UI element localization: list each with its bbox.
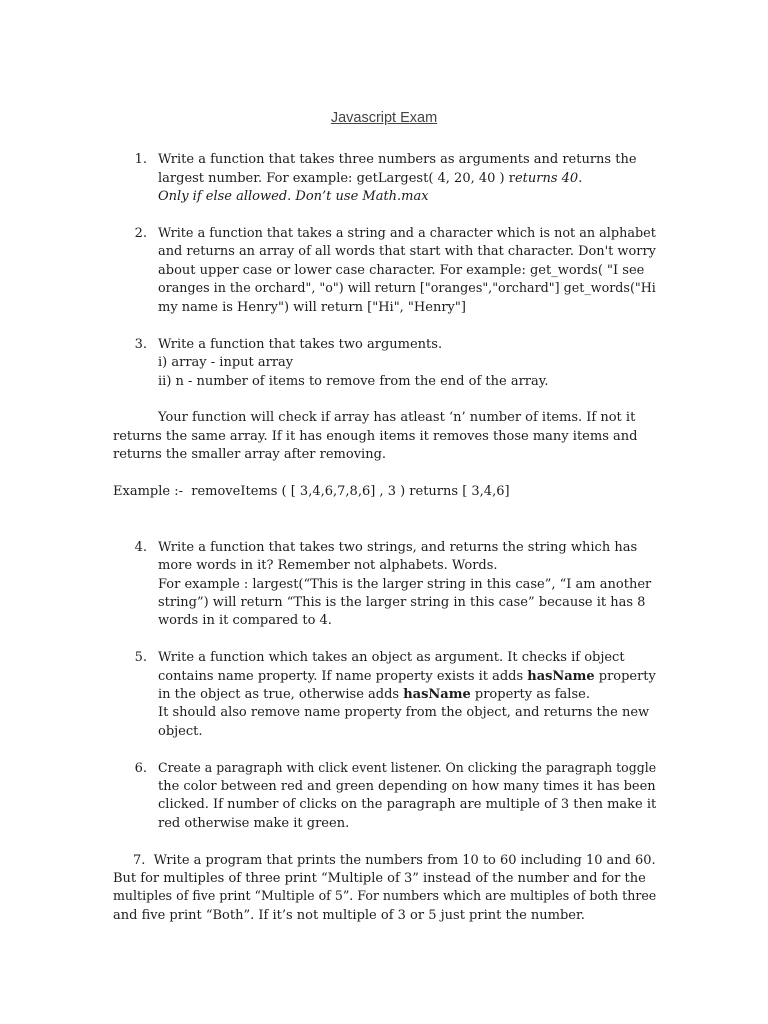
question-7-line-3: multiples of five print “Multiple of 5”. For numbers which are multiples of both three	[113, 889, 657, 904]
question-2-line-2: and returns an array of all words that start with that character. Don't worry	[158, 244, 656, 259]
question-5-line-2-text: contains name property. If name property exists it adds	[158, 669, 528, 684]
question-3-line-1: Write a function that takes two arguments.	[158, 337, 443, 352]
question-3-line-2: i) array - input array	[158, 355, 294, 370]
question-5-number: 5.	[134, 650, 147, 665]
question-2-number: 2.	[134, 226, 147, 241]
question-5-line-3-bold: hasName	[403, 687, 471, 702]
question-4-line-5: words in it compared to 4.	[158, 613, 332, 628]
question-1-line-2-text: largest number. For example: getLargest( 4, 20, 40 ) r	[158, 171, 515, 186]
question-3-paragraph-line-1: Your function will check if array has atleast ‘n’ number of items. If not it	[158, 410, 636, 425]
question-6-line-1: Create a paragraph with click event listener. On clicking the paragraph toggle	[158, 761, 657, 776]
question-7-line-4: and five print “Both”. If it’s not multiple of 3 or 5 just print the number.	[113, 908, 585, 923]
question-5-line-3-tail: property as false.	[470, 687, 590, 702]
question-2-line-3: about upper case or lower case character. For example: get_words( "I see	[158, 263, 645, 278]
question-1-line-1: Write a function that takes three numbers as arguments and returns the	[158, 152, 637, 167]
page-title: Javascript Exam	[330, 110, 438, 126]
question-1-line-2	[158, 170, 582, 188]
question-6-line-2: the color between red and green depending on how many times it has been	[158, 779, 656, 794]
question-1-number: 1.	[134, 152, 147, 167]
question-6-number: 6.	[134, 761, 147, 776]
question-1-line-3: Only if else allowed. Don’t use Math.max	[158, 189, 429, 204]
question-7-line-2: But for multiples of three print “Multiple of 3” instead of the number and for the	[113, 871, 646, 886]
question-6-line-4: red otherwise make it green.	[158, 816, 350, 831]
question-2-line-5: my name is Henry") will return ["Hi", "Henry"]	[158, 300, 466, 315]
question-5-line-1: Write a function which takes an object as argument. It checks if object	[158, 650, 625, 665]
question-2-line-1: Write a function that takes a string and a character which is not an alphabet	[158, 226, 656, 241]
question-2-line-4: oranges in the orchard", "o") will return ["oranges","orchard"] get_words("Hi	[158, 281, 656, 296]
question-3-line-3: ii) n - number of items to remove from the end of the array.	[158, 374, 549, 389]
question-4-line-3: For example : largest(“This is the larger string in this case”, “I am another	[158, 577, 652, 592]
question-3-number: 3.	[134, 337, 147, 352]
question-4-line-2: more words in it? Remember not alphabets. Words.	[158, 558, 498, 573]
question-6-line-3: clicked. If number of clicks on the paragraph are multiple of 3 then make it	[158, 797, 657, 812]
question-5-line-4: It should also remove name property from the object, and returns the new	[158, 705, 650, 720]
question-3-paragraph-line-2: returns the same array. If it has enough items it removes those many items and	[113, 429, 638, 444]
question-7-line-1: 7. Write a program that prints the numbers from 10 to 60 including 10 and 60.	[133, 853, 656, 868]
question-4-line-1: Write a function that takes two strings, and returns the string which has	[158, 540, 638, 555]
question-5-line-5: object.	[158, 724, 203, 739]
question-5-line-3-text: in the object as true, otherwise adds	[158, 687, 404, 702]
question-5-line-2-bold: hasName	[527, 669, 595, 684]
question-3-example: Example :- removeItems ( [ 3,4,6,7,8,6] , 3 ) returns [ 3,4,6]	[113, 484, 510, 499]
question-5-line-2	[158, 668, 656, 686]
question-5-line-2-tail: property	[594, 669, 656, 684]
question-4-number: 4.	[134, 540, 147, 555]
question-4-line-4: string”) will return “This is the larger string in this case” because it has 8	[158, 595, 646, 610]
question-3-paragraph-line-3: returns the smaller array after removing.	[113, 447, 387, 462]
question-1-line-2-italic: eturns 40.	[514, 171, 583, 186]
question-5-line-3	[158, 686, 590, 704]
